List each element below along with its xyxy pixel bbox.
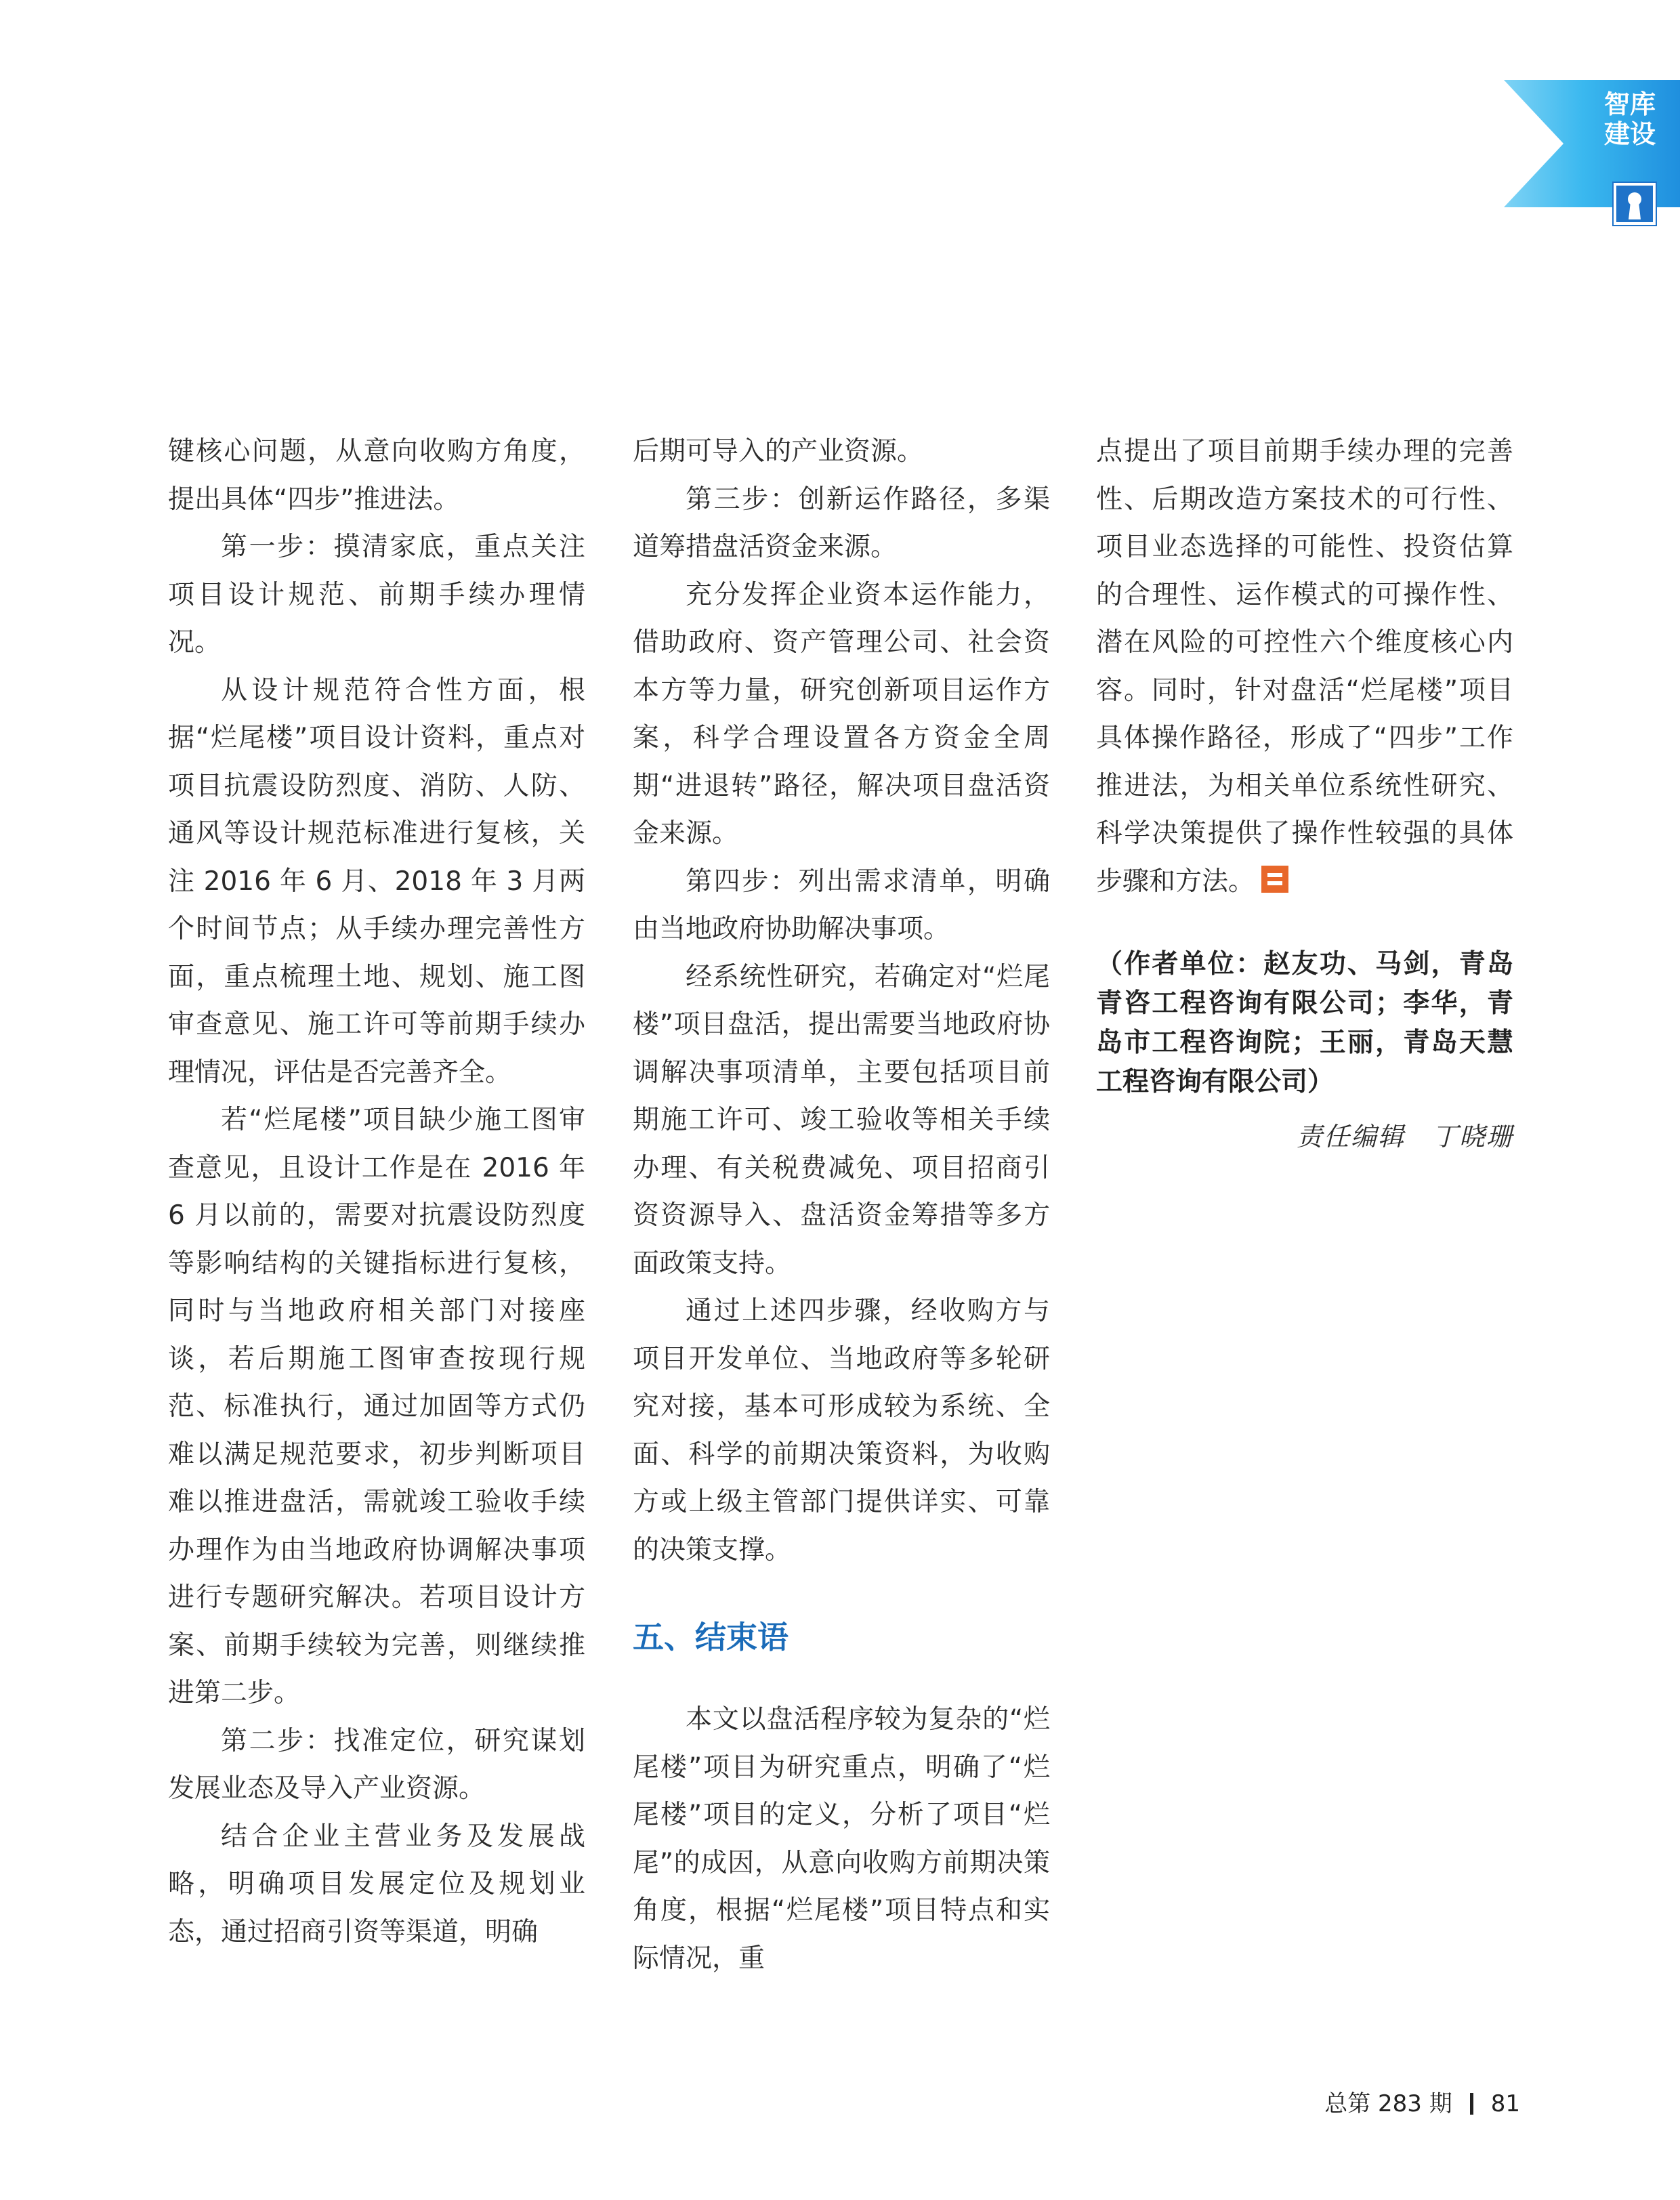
page-footer xyxy=(1324,2088,1520,2120)
paragraph: 充分发挥企业资本运作能力，借助政府、资产管理公司、社会资本方等力量，研究创新项目运作方案，科学合理设置各方资金全周期“进退转”路径，解决项目盘活资金来源。 xyxy=(633,579,1050,849)
page-number: 81 xyxy=(1490,2090,1520,2117)
column-2 xyxy=(633,428,1050,1983)
badge-title xyxy=(1604,89,1656,149)
badge-title-line1: 智库 xyxy=(1603,89,1656,119)
section-heading: 五、结束语 xyxy=(633,1619,789,1655)
issue-number: 总第 283 期 xyxy=(1324,2090,1452,2117)
paragraph-step2-title: 第二步：找准定位，研究谋划发展业态及导入产业资源。 xyxy=(168,1725,585,1804)
section-badge xyxy=(1504,80,1680,236)
paragraph: 结合企业主营业务及发展战略，明确项目发展定位及规划业态，通过招商引资等渠道，明确 xyxy=(168,1821,585,1947)
paragraph: 通过上述四步骤，经收购方与项目开发单位、当地政府等多轮研究对接，基本可形成较为系统、全面、科学的前期决策资料，为收购方或上级主管部门提供详实、可靠的决策支撑。 xyxy=(633,1296,1050,1565)
paragraph: 若“烂尾楼”项目缺少施工图审查意见，且设计工作是在 2016 年 6 月以前的，需要对抗震设防烈度等影响结构的关键指标进行复核，同时与当地政府相关部门对接座谈，若后期施工图审查按现行规范、标准执行，通过加固等方式仍难以满足规范要求，初步判断项目难以推进盘活，需就竣工验收手续办理作为由当地政府协调解决事项进行专题研究解决。若项目设计方案、前期手续较为完善，则继续推进第二步。 xyxy=(168,1105,585,1708)
responsible-editor: 责任编辑 丁晓珊 xyxy=(1296,1122,1513,1151)
paragraph-step1-title: 第一步：摸清家底，重点关注项目设计规范、前期手续办理情况。 xyxy=(168,532,585,658)
keyhole-icon xyxy=(1612,182,1657,226)
author-affiliation: （作者单位：赵友功、马剑，青岛青咨工程咨询有限公司；李华，青岛市工程咨询院；王丽，青岛天慧工程咨询有限公司） xyxy=(1096,949,1513,1097)
paragraph: 后期可导入的产业资源。 xyxy=(633,436,924,467)
footer-divider xyxy=(1470,2093,1473,2115)
paragraph: 经系统性研究，若确定对“烂尾楼”项目盘活，提出需要当地政府协调解决事项清单，主要包括项目前期施工许可、竣工验收等相关手续办理、有关税费减免、项目招商引资资源导入、盘活资金筹措等多方面政策支持。 xyxy=(633,961,1050,1279)
end-mark-icon xyxy=(1261,866,1288,893)
column-3 xyxy=(1096,428,1513,1156)
paragraph-text: 点提出了项目前期手续办理的完善性、后期改造方案技术的可行性、项目业态选择的可能性、投资估算的合理性、运作模式的可操作性、潜在风险的可控性六个维度核心内容。同时，针对盘活“烂尾楼”项目具体操作路径，形成了“四步”工作推进法，为相关单位系统性研究、科学决策提供了操作性较强的具体步骤和方法。 xyxy=(1096,436,1513,897)
column-1 xyxy=(168,428,585,1956)
paragraph-step4-title: 第四步：列出需求清单，明确由当地政府协助解决事项。 xyxy=(633,866,1050,944)
badge-title-line2: 建设 xyxy=(1603,119,1656,149)
paragraph: 从设计规范符合性方面，根据“烂尾楼”项目设计资料，重点对项目抗震设防烈度、消防、人防、通风等设计规范标准进行复核，关注 2016 年 6 月、2018 年 3 月两个时间节点；从手续办理完善性方面，重点梳理土地、规划、施工图审查意见、施工许可等前期手续办理情况，评估是否完善齐全。 xyxy=(168,675,585,1088)
paragraph-conclusion xyxy=(1096,428,1513,906)
paragraph: 本文以盘活程序较为复杂的“烂尾楼”项目为研究重点，明确了“烂尾楼”项目的定义，分析了项目“烂尾”的成因，从意向收购方前期决策角度，根据“烂尾楼”项目特点和实际情况，重 xyxy=(633,1704,1050,1974)
paragraph: 键核心问题，从意向收购方角度，提出具体“四步”推进法。 xyxy=(168,436,585,515)
paragraph-step3-title: 第三步：创新运作路径，多渠道筹措盘活资金来源。 xyxy=(633,484,1050,562)
